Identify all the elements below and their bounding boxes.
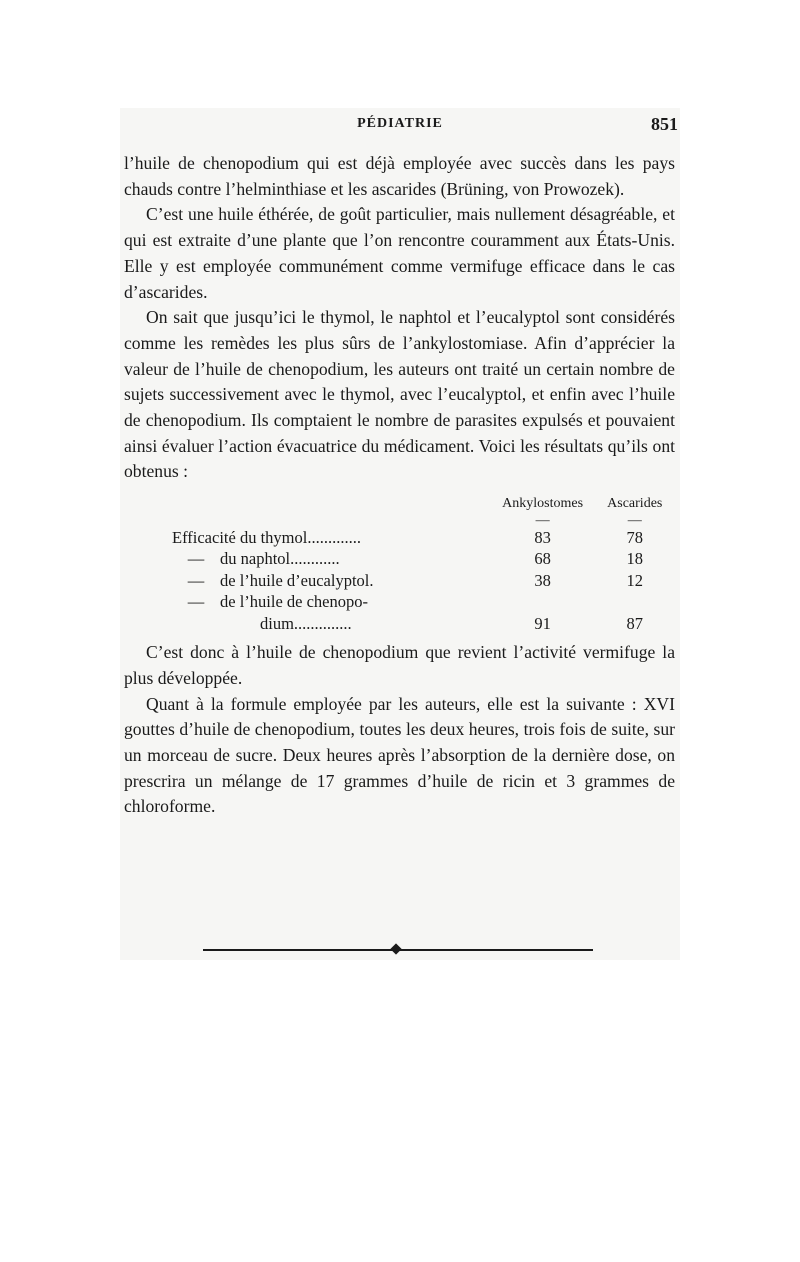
cell-ankylostomes: 91 <box>534 613 551 633</box>
page-number: 851 <box>651 114 678 134</box>
paragraph-1: l’huile de chenopodium qui est déjà employée avec succès dans les pays chauds contre l’helminthiase et les ascarides (Brüning, von Prowozek). <box>124 153 675 199</box>
results-table <box>172 493 675 634</box>
ditto-dash: — <box>187 592 205 612</box>
row-label: de l’huile de chenopo- <box>220 592 368 612</box>
cell-ankylostomes <box>491 591 595 613</box>
ditto-dash: — <box>187 549 205 569</box>
table-row <box>172 570 675 592</box>
header-dash: — <box>627 512 642 528</box>
paragraph-2: C’est une huile éthérée, de goût particulier, mais nullement désagréable, et qui est extraite d’une plante que l’on rencontre couramment aux États-Unis. Elle y est employée communément comme vermifuge efficace dans le cas d’ascarides. <box>124 204 675 302</box>
row-label: dium.............. <box>260 613 352 633</box>
header-dash: — <box>535 512 550 528</box>
cell-ascarides <box>595 591 675 613</box>
cell-ankylostomes: 68 <box>534 549 551 569</box>
row-label: Efficacité du thymol............. <box>172 527 361 547</box>
page-header <box>120 116 680 140</box>
body-text <box>124 151 675 820</box>
cell-ascarides: 12 <box>626 570 643 590</box>
ditto-dash: — <box>187 570 205 590</box>
table-header-row <box>172 493 675 515</box>
diamond-icon <box>390 943 401 954</box>
cell-ascarides: 87 <box>626 613 643 633</box>
row-label: de l’huile d’eucalyptol. <box>220 570 374 590</box>
table-row <box>172 548 675 570</box>
paragraph-3: On sait que jusqu’ici le thymol, le naphtol et l’eucalyptol sont considérés comme les remèdes les plus sûrs de l’ankylostomiase. Afin d’apprécier la valeur de l’huile de chenopodium, les auteurs ont traité un certain nombre de sujets successivement avec le thymol, avec l’eucalyptol, et enfin avec l’huile de chenopodium. Ils comptaient le nombre de parasites expulsés et pouvaient ainsi évaluer l’action évacuatrice du médicament. Voici les résultats qu’ils ont obtenus : <box>124 307 675 482</box>
paragraph-4: C’est donc à l’huile de chenopodium que revient l’activité vermifuge la plus développée. <box>124 642 675 688</box>
table-row <box>172 527 675 549</box>
book-page <box>120 108 680 960</box>
running-title: PÉDIATRIE <box>357 116 443 131</box>
cell-ascarides: 18 <box>626 549 643 569</box>
header-dash-row <box>172 515 675 527</box>
cell-ankylostomes: 38 <box>534 570 551 590</box>
table-row <box>172 591 675 613</box>
paragraph-5: Quant à la formule employée par les auteurs, elle est la suivante : XVI gouttes d’huile de chenopodium, toutes les deux heures, trois fois de suite, sur un morceau de sucre. Deux heures après l’absorption de la dernière dose, on prescrira un mélange de 17 grammes d’huile de ricin et 3 grammes de chloroforme. <box>124 693 675 817</box>
closing-ornament <box>203 944 593 956</box>
cell-ankylostomes: 83 <box>534 527 551 547</box>
table-row <box>172 613 675 635</box>
row-label: du naphtol............ <box>220 549 340 569</box>
column-header-ankylostomes: Ankylostomes <box>502 496 584 512</box>
column-header-ascarides: Ascarides <box>607 496 663 512</box>
cell-ascarides: 78 <box>626 527 643 547</box>
